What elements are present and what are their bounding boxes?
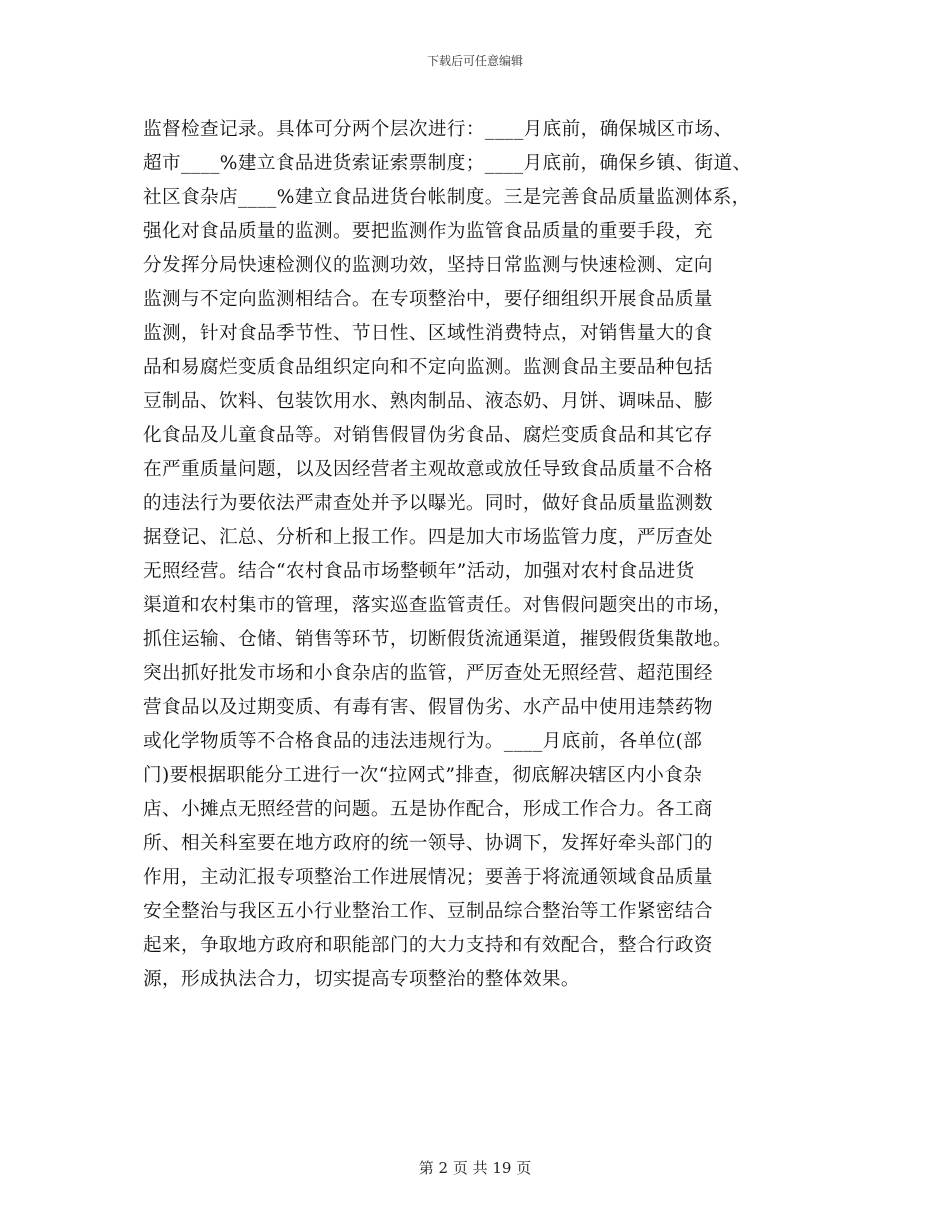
body-text [143, 113, 823, 997]
body-line: 或化学物质等不合格食品的违法违规行为。____月底前，各单位(部 [143, 731, 703, 752]
body-line: 强化对食品质量的监测。要把监测作为监管食品质量的重要手段，充 [143, 221, 713, 242]
body-line: 店、小摊点无照经营的问题。五是协作配合，形成工作合力。各工商 [143, 799, 713, 820]
body-line: 所、相关科室要在地方政府的统一领导、协调下，发挥好牵头部门的 [143, 833, 713, 854]
body-line: 的违法行为要依法严肃查处并予以曝光。同时，做好食品质量监测数 [143, 493, 713, 514]
body-line: 抓住运输、仓储、销售等环节，切断假货流通渠道，摧毁假货集散地。 [143, 629, 732, 650]
page-header: 下载后可任意编辑 [426, 54, 523, 68]
page-number-footer: 第 2 页 共 19 页 [418, 1159, 532, 1177]
body-line: 超市____%建立食品进货索证索票制度；____月底前，确保乡镇、街道、 [143, 153, 752, 174]
body-line: 安全整治与我区五小行业整治工作、豆制品综合整治等工作紧密结合 [143, 901, 713, 922]
body-line: 分发挥分局快速检测仪的监测功效，坚持日常监测与快速检测、定向 [143, 255, 713, 276]
body-line: 监测，针对食品季节性、节日性、区域性消费特点，对销售量大的食 [143, 323, 713, 344]
body-line: 渠道和农村集市的管理，落实巡查监管责任。对售假问题突出的市场， [143, 595, 732, 616]
body-line: 化食品及儿童食品等。对销售假冒伪劣食品、腐烂变质食品和其它存 [143, 425, 713, 446]
body-line: 监测与不定向监测相结合。在专项整治中，要仔细组织开展食品质量 [143, 289, 713, 310]
body-line: 监督检查记录。具体可分两个层次进行：____月底前，确保城区市场、 [143, 119, 733, 140]
body-line: 在严重质量问题，以及因经营者主观故意或放任导致食品质量不合格 [143, 459, 713, 480]
body-line: 营食品以及过期变质、有毒有害、假冒伪劣、水产品中使用违禁药物 [143, 697, 713, 718]
body-line: 作用，主动汇报专项整治工作进展情况；要善于将流通领域食品质量 [143, 867, 713, 888]
body-line: 据登记、汇总、分析和上报工作。四是加大市场监管力度，严厉查处 [143, 527, 713, 548]
body-line: 突出抓好批发市场和小食杂店的监管，严厉查处无照经营、超范围经 [143, 663, 713, 684]
body-line: 无照经营。结合“农村食品市场整顿年”活动，加强对农村食品进货 [143, 561, 695, 582]
body-line: 社区食杂店____%建立食品进货台帐制度。三是完善食品质量监测体系， [143, 187, 751, 208]
body-line: 源，形成执法合力，切实提高专项整治的整体效果。 [143, 969, 580, 990]
body-line: 起来，争取地方政府和职能部门的大力支持和有效配合，整合行政资 [143, 935, 713, 956]
body-line: 豆制品、饮料、包装饮用水、熟肉制品、液态奶、月饼、调味品、膨 [143, 391, 713, 412]
body-line: 品和易腐烂变质食品组织定向和不定向监测。监测食品主要品种包括 [143, 357, 713, 378]
body-line: 门)要根据职能分工进行一次“拉网式”排查，彻底解决辖区内小食杂 [143, 765, 703, 786]
